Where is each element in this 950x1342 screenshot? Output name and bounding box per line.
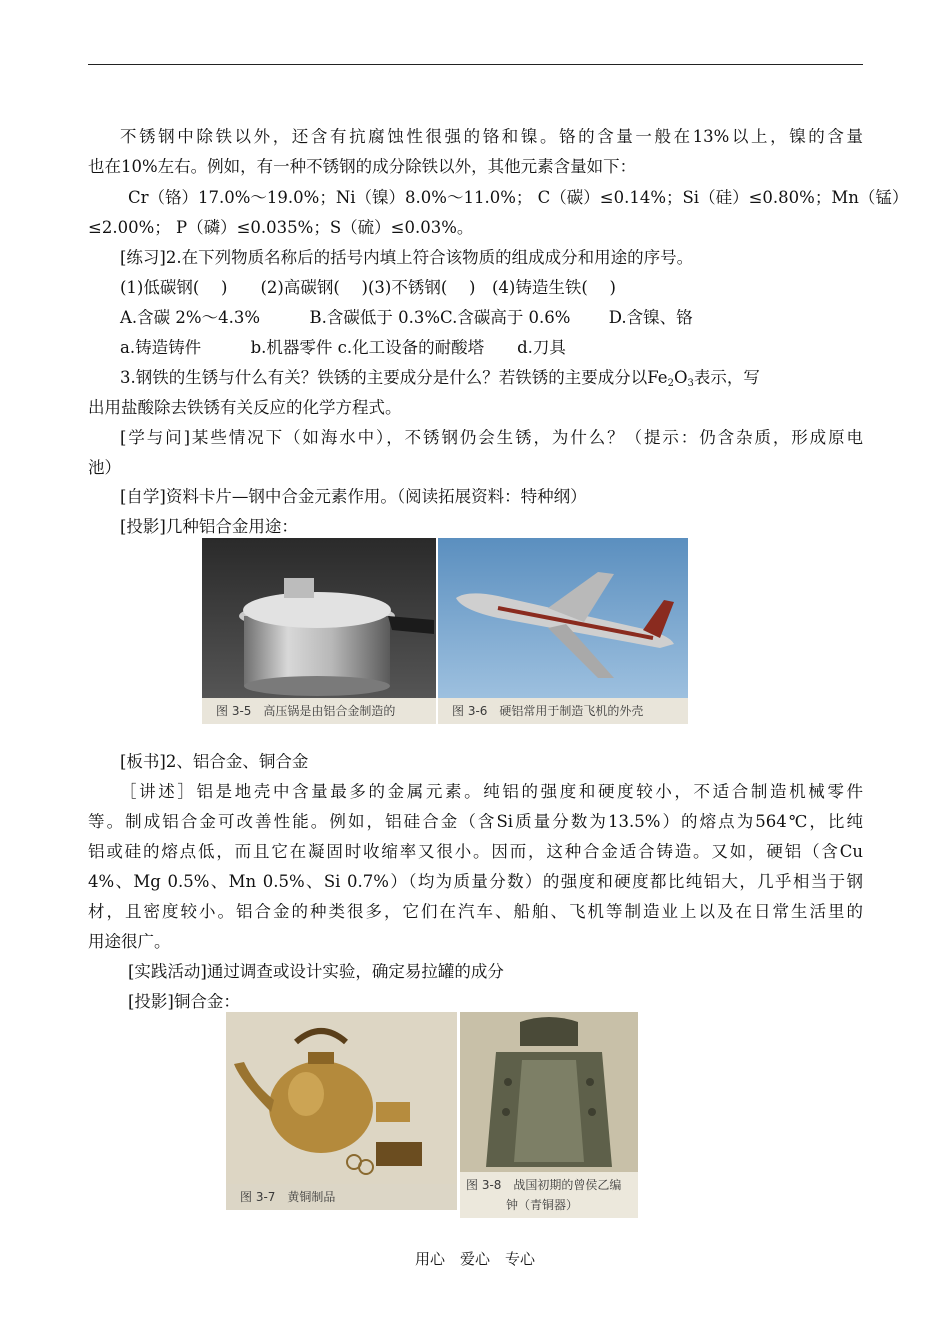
lecture-line-3: 铝或硅的熔点低，而且它在凝固时收缩率又很小。因而，这种合金适合铸造。又如，硬铝（含Cu — [88, 842, 863, 861]
figure-airplane — [438, 538, 688, 724]
exercise-title: [练习]2.在下列物质名称后的括号内填上符合该物质的组成成分和用途的序号。 — [120, 248, 694, 267]
composition-line-cont: ≤2.00%； P（磷）≤0.035%；S（硫）≤0.03%。 — [88, 218, 474, 237]
page-footer: 用心 爱心 专心 — [414, 1250, 535, 1268]
question-3-text: 3.钢铁的生锈与什么有关？铁锈的主要成分是什么？若铁锈的主要成分以 — [120, 368, 648, 387]
paragraph-stainless-steel: 不锈钢中除铁以外，还含有抗腐蚀性很强的铬和镍。铬的含量一般在13%以上，镍的含量 — [120, 127, 863, 146]
composition-line: Cr（铬）17.0%～19.0%；Ni（镍）8.0%～11.0%； C（碳）≤0.14%；Si（硅）≤0.80%；Mn（锰） — [128, 188, 909, 207]
bronze-bell-image — [460, 1012, 638, 1172]
airplane-image — [438, 538, 688, 698]
formula-o: O — [673, 368, 688, 387]
figure-bronze-bell — [460, 1012, 638, 1218]
exercise-options-lower: a.铸造铸件 b.机器零件 c.化工设备的耐酸塔 d.刀具 — [120, 338, 566, 357]
figure-3-5-caption: 图 3-5 高压锅是由铝合金制造的 — [202, 698, 436, 724]
lecture-line-2: 等。制成铝合金可改善性能。例如，铝硅合金（含Si质量分数为13.5%）的熔点为564℃，比纯 — [88, 812, 863, 831]
formula-sub-3: 3 — [687, 378, 694, 389]
question-3 — [120, 368, 863, 394]
paragraph-stainless-steel-cont: 也在10%左右。例如，有一种不锈钢的成分除铁以外，其他元素含量如下： — [88, 157, 637, 176]
formula-fe: Fe — [647, 368, 668, 387]
exercise-items: (1)低碳钢( ) (2)高碳钢( )(3)不锈钢( ) (4)铸造生铁( ) — [120, 278, 616, 297]
practice-activity: [实践活动]通过调查或设计实验，确定易拉罐的成分 — [128, 962, 504, 981]
figure-pressure-cooker — [202, 538, 436, 724]
header-rule — [88, 64, 863, 65]
learn-and-ask-cont: 池） — [88, 458, 121, 477]
figure-3-8-caption-line1: 图 3-8 战国初期的曾侯乙编 — [466, 1178, 622, 1192]
figure-3-6-caption: 图 3-6 硬铝常用于制造飞机的外壳 — [438, 698, 688, 724]
question-3-cont: 出用盐酸除去铁锈有关反应的化学方程式。 — [88, 398, 402, 417]
figure-3-7-caption: 图 3-7 黄铜制品 — [226, 1184, 457, 1210]
figure-brass-products — [226, 1012, 457, 1210]
learn-and-ask: [学与问]某些情况下（如海水中），不锈钢仍会生锈，为什么？（提示：仍含杂质，形成原电 — [120, 428, 863, 447]
lecture-paragraph: ［讲述］铝是地壳中含量最多的金属元素。纯铝的强度和硬度较小，不适合制造机械零件 — [120, 782, 863, 801]
lecture-line-4: 4%、Mg 0.5%、Mn 0.5%、Si 0.7%）（均为质量分数）的强度和硬度都比纯铝大，几乎相当于钢 — [88, 872, 863, 891]
pressure-cooker-image — [202, 538, 436, 698]
projection-copper: [投影]铜合金： — [128, 992, 240, 1011]
figure-3-8-caption — [460, 1172, 638, 1218]
exercise-options-upper: A.含碳 2%～4.3% B.含碳低于 0.3%C.含碳高于 0.6% D.含镍、铬 — [120, 308, 693, 327]
figure-3-8-caption-line2: 钟（青铜器） — [506, 1198, 579, 1212]
lecture-line-5: 材，且密度较小。铝合金的种类很多，它们在汽车、船舶、飞机等制造业上以及在日常生活里的 — [88, 902, 863, 921]
self-study: [自学]资料卡片—钢中合金元素作用。（阅读拓展资料：特种纲） — [120, 487, 587, 506]
lecture-line-6: 用途很广。 — [88, 932, 171, 951]
formula-sub-2: 2 — [667, 378, 674, 389]
board-note: [板书]2、铝合金、铜合金 — [120, 752, 309, 771]
projection-aluminum: [投影]几种铝合金用途： — [120, 517, 298, 536]
brass-kettle-image — [226, 1012, 457, 1184]
question-3-tail: 表示，写 — [693, 368, 760, 387]
